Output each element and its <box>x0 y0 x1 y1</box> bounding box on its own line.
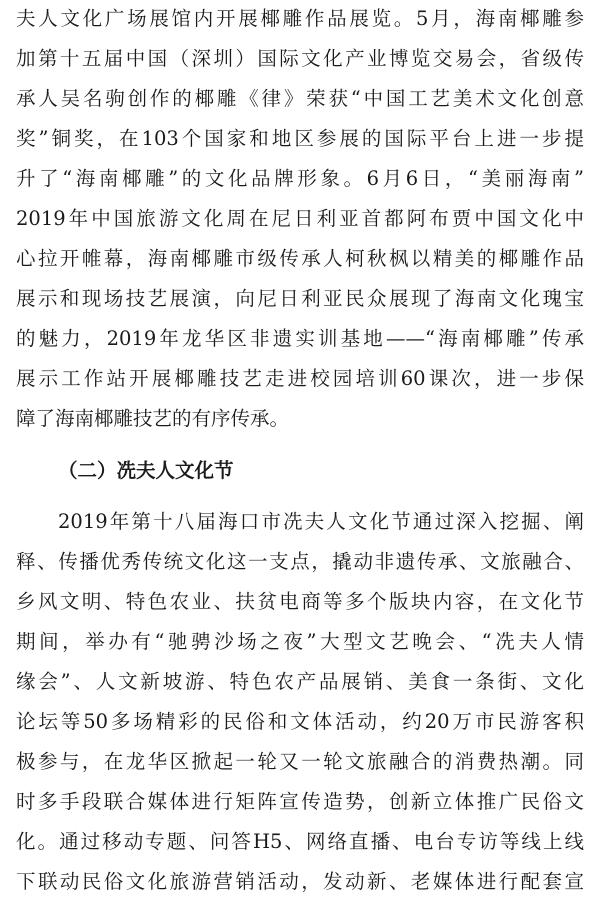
paragraph-2-line-4: 期间，举办有“驰骋沙场之夜”大型文艺晚会、“冼夫人情 <box>16 630 584 653</box>
paragraph-2-line-8: 时多手段联合媒体进行矩阵宣传造势，创新立体推广民俗文 <box>16 790 584 813</box>
section-heading: （二）冼夫人文化节 <box>58 459 234 482</box>
paragraph-2-line-2: 释、传播优秀传统文化这一支点，撬动非遗传承、文旅融合、 <box>16 550 584 573</box>
paragraph-1-line-6: 2019年中国旅游文化周在尼日利亚首都阿布贾中国文化中 <box>16 207 584 230</box>
paragraph-1-line-3: 承人吴名驹创作的椰雕《律》荣获“中国工艺美术文化创意 <box>16 87 584 110</box>
paragraph-2-line-10: 下联动民俗文化旅游营销活动，发动新、老媒体进行配套宣 <box>16 870 584 893</box>
paragraph-1-line-4: 奖”铜奖，在103个国家和地区参展的国际平台上进一步提 <box>16 127 584 150</box>
paragraph-1-line-7: 心拉开帷幕，海南椰雕市级传承人柯秋枫以精美的椰雕作品 <box>16 247 584 270</box>
paragraph-2-line-7: 极参与，在龙华区掀起一轮又一轮文旅融合的消费热潮。同 <box>16 750 584 773</box>
paragraph-2-line-9: 化。通过移动专题、问答H5、网络直播、电台专访等线上线 <box>16 830 584 853</box>
paragraph-1-line-11: 障了海南椰雕技艺的有序传承。 <box>16 407 290 430</box>
paragraph-1-line-1: 夫人文化广场展馆内开展椰雕作品展览。5月，海南椰雕参 <box>16 7 584 30</box>
paragraph-2-line-3: 乡风文明、特色农业、扶贫电商等多个版块内容，在文化节 <box>16 590 584 613</box>
paragraph-2-line-1: 2019年第十八届海口市冼夫人文化节通过深入挖掘、阐 <box>58 510 584 533</box>
paragraph-1-line-10: 展示工作站开展椰雕技艺走进校园培训60课次，进一步保 <box>16 367 584 390</box>
paragraph-1-line-8: 展示和现场技艺展演，向尼日利亚民众展现了海南文化瑰宝 <box>16 287 584 310</box>
paragraph-1-line-9: 的魅力，2019年龙华区非遗实训基地——“海南椰雕”传承 <box>16 327 584 350</box>
paragraph-2-line-5: 缘会”、人文新坡游、特色农产品展销、美食一条街、文化 <box>16 670 584 693</box>
paragraph-1-line-5: 升了“海南椰雕”的文化品牌形象。6月6日，“美丽海南” <box>16 167 584 190</box>
paragraph-1-line-2: 加第十五届中国（深圳）国际文化产业博览交易会，省级传 <box>16 47 584 70</box>
paragraph-2-line-6: 论坛等50多场精彩的民俗和文体活动，约20万市民游客积 <box>16 710 584 733</box>
